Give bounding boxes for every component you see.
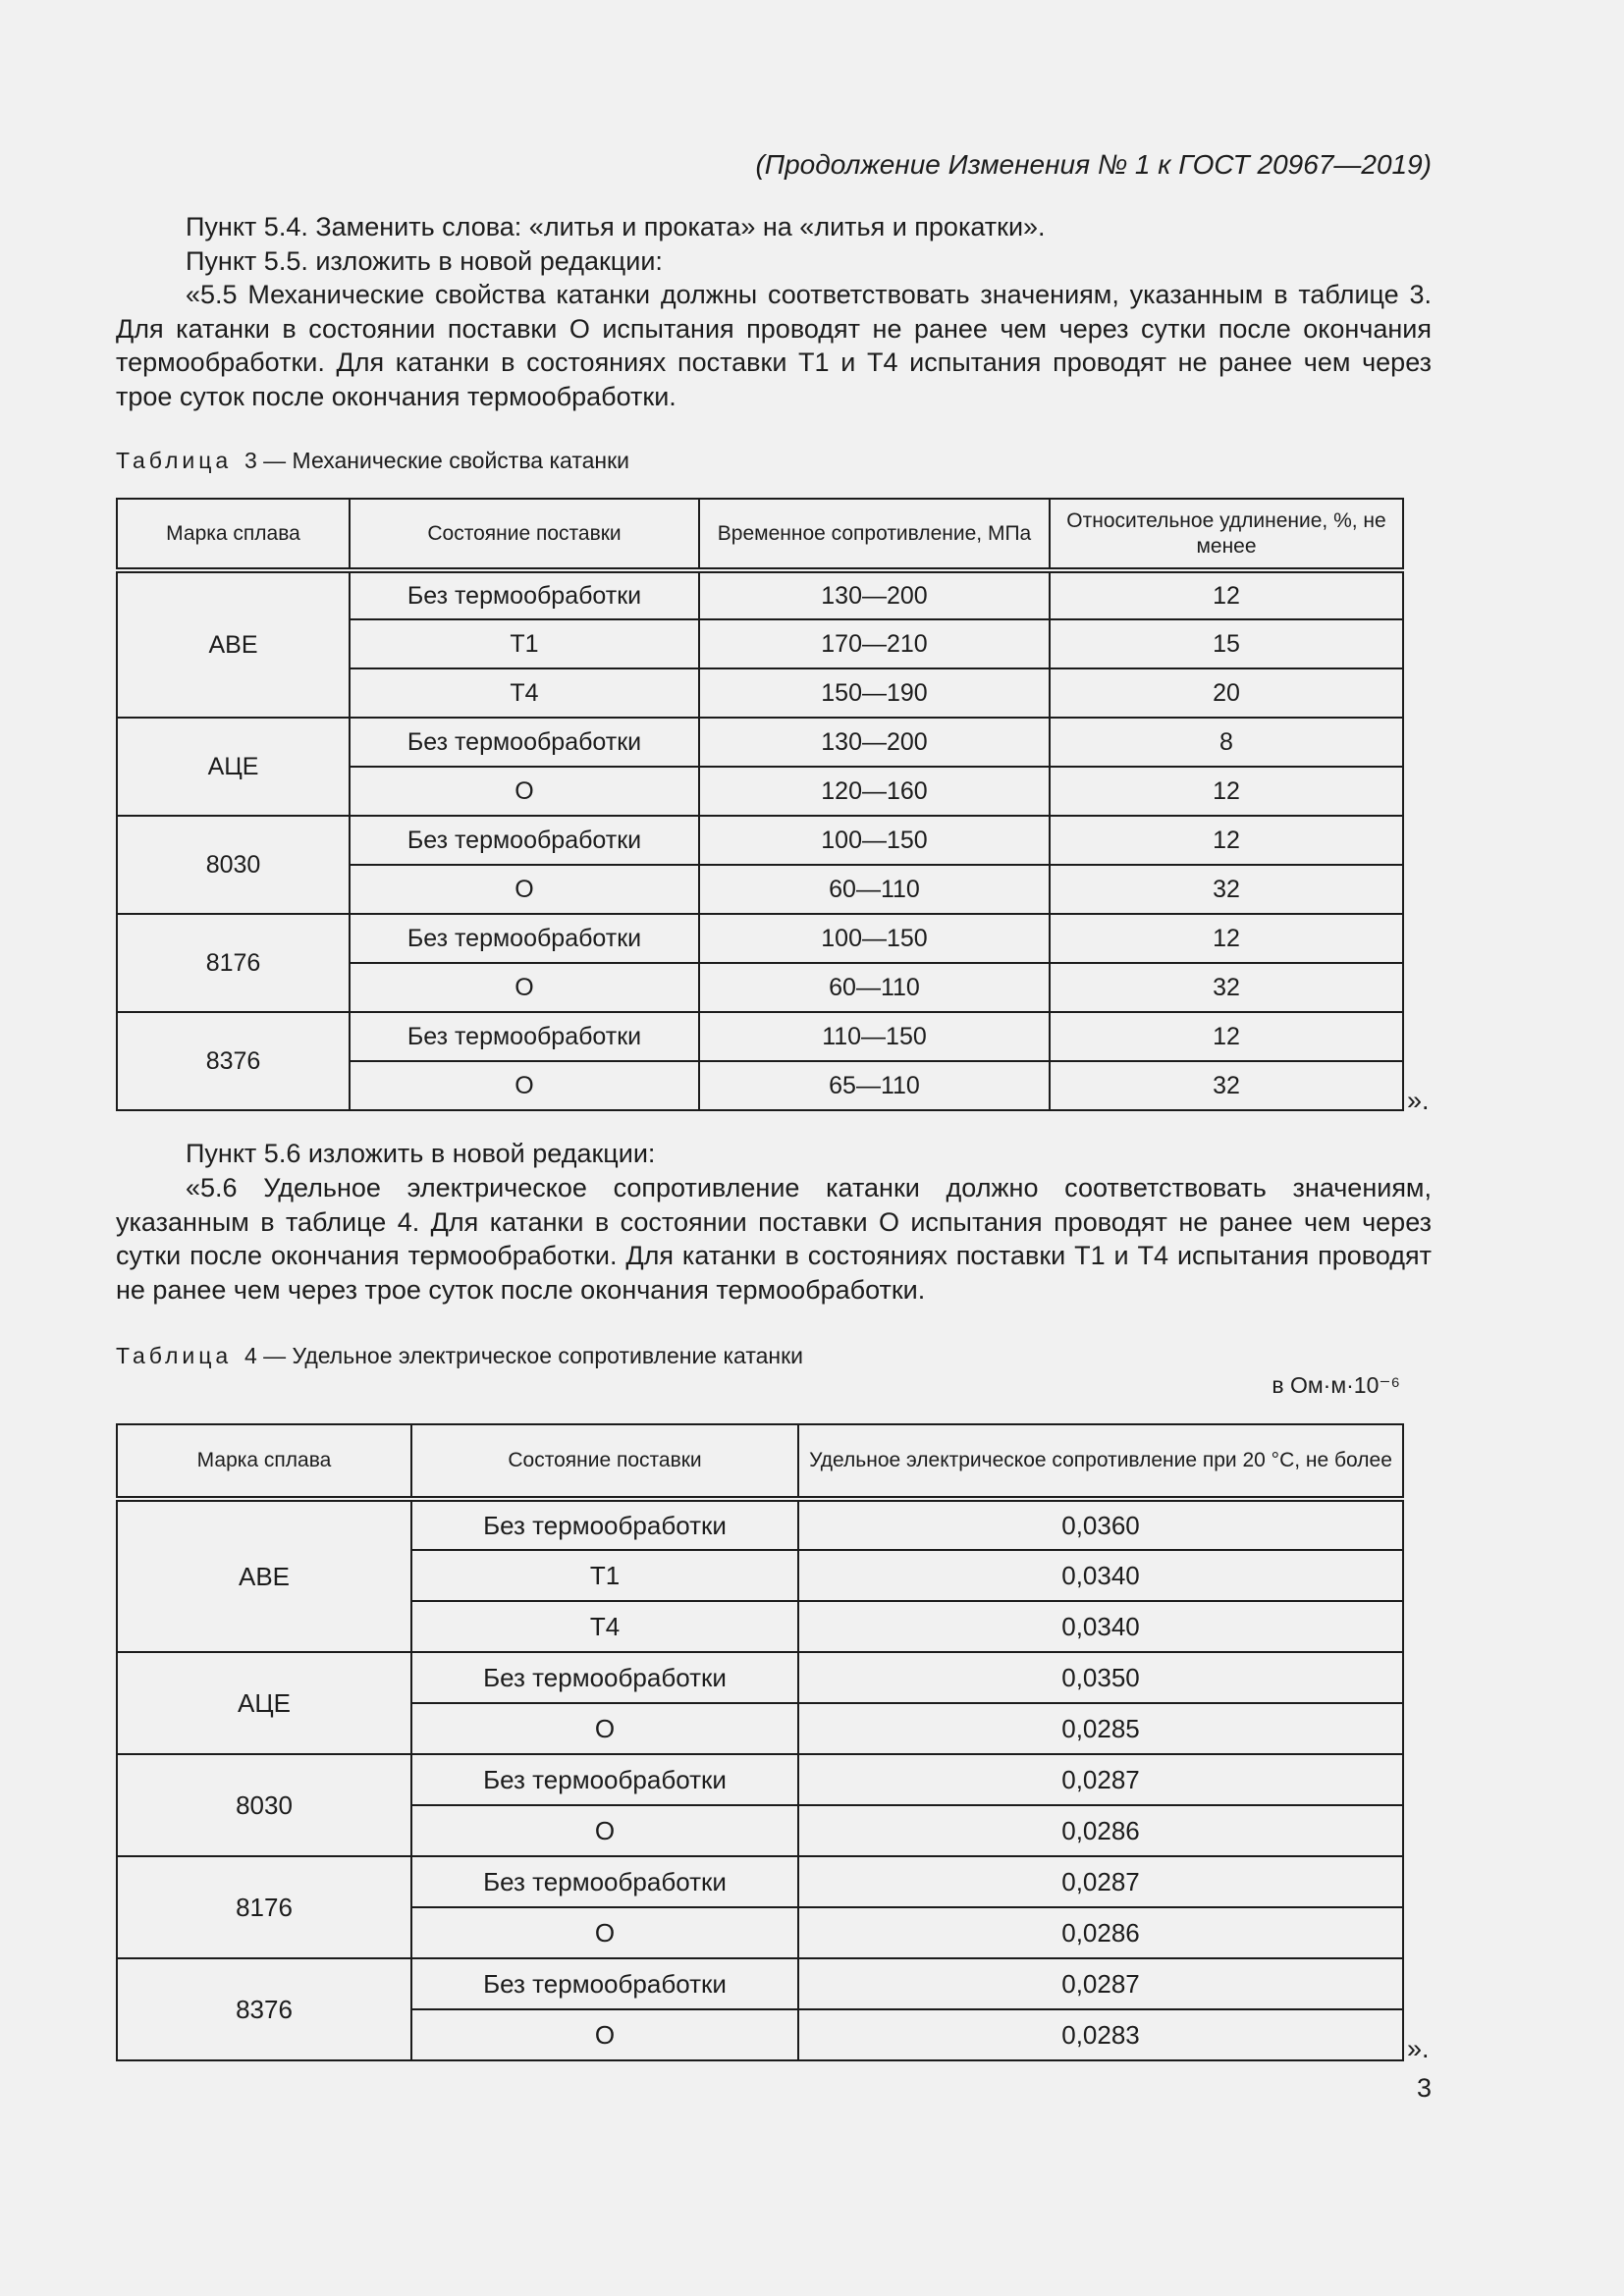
table4-header-state: Состояние поставки <box>411 1424 798 1499</box>
table4-closing-quote: ». <box>1407 2034 1430 2063</box>
state-cell: О <box>350 767 699 816</box>
resistivity-cell: 0,0287 <box>798 1856 1403 1907</box>
state-cell: Без термообработки <box>350 1012 699 1061</box>
elongation-cell: 12 <box>1050 570 1403 619</box>
elongation-cell: 12 <box>1050 816 1403 865</box>
state-cell: О <box>411 1805 798 1856</box>
state-cell: О <box>411 1907 798 1958</box>
paragraph-5-6-intro: Пункт 5.6 изложить в новой редакции: <box>186 1139 656 1168</box>
state-cell: Без термообработки <box>350 914 699 963</box>
elongation-cell: 32 <box>1050 1061 1403 1110</box>
alloy-cell: 8030 <box>117 816 350 914</box>
table-row <box>117 570 1403 619</box>
alloy-cell: АВЕ <box>117 1499 411 1652</box>
state-cell: О <box>350 1061 699 1110</box>
resistivity-cell: 0,0286 <box>798 1805 1403 1856</box>
strength-cell: 130—200 <box>699 718 1050 767</box>
state-cell: Без термообработки <box>411 1652 798 1703</box>
paragraph-5-4: Пункт 5.4. Заменить слова: «литья и проката» на «литья и прокатки». <box>186 212 1046 241</box>
paragraph-5-5-intro: Пункт 5.5. изложить в новой редакции: <box>186 246 663 276</box>
strength-cell: 60—110 <box>699 963 1050 1012</box>
alloy-cell: 8030 <box>117 1754 411 1856</box>
strength-cell: 100—150 <box>699 914 1050 963</box>
resistivity-cell: 0,0340 <box>798 1601 1403 1652</box>
elongation-cell: 32 <box>1050 865 1403 914</box>
table3-caption-word: Таблица <box>116 448 233 473</box>
table-row <box>117 1652 1403 1703</box>
resistivity-cell: 0,0287 <box>798 1754 1403 1805</box>
table4-caption <box>116 1341 803 1370</box>
table-row <box>117 1499 1403 1550</box>
resistivity-cell: 0,0340 <box>798 1550 1403 1601</box>
table-row <box>117 816 1403 865</box>
elongation-cell: 20 <box>1050 668 1403 718</box>
state-cell: Без термообработки <box>350 718 699 767</box>
resistivity-cell: 0,0350 <box>798 1652 1403 1703</box>
state-cell: Без термообработки <box>411 1499 798 1550</box>
strength-cell: 100—150 <box>699 816 1050 865</box>
table3-header-state: Состояние поставки <box>350 499 699 570</box>
page-number: 3 <box>1416 2073 1432 2103</box>
table4-caption-word: Таблица <box>116 1343 233 1368</box>
state-cell: Без термообработки <box>350 570 699 619</box>
strength-cell: 130—200 <box>699 570 1050 619</box>
state-cell: Т4 <box>350 668 699 718</box>
alloy-cell: 8376 <box>117 1958 411 2060</box>
elongation-cell: 12 <box>1050 914 1403 963</box>
state-cell: О <box>411 2009 798 2060</box>
paragraph-5-6-text: «5.6 Удельное электрическое сопротивление катанки должно соответствовать значениям, указанным в таблице 4. Для катанки в состоянии поставки О испытания проводят не ранее чем через сутки после окончания термообработки. Для катанки в состояниях поставки Т1 и Т4 испытания проводят не ранее чем через трое суток после окончания термообработки. <box>116 1173 1432 1305</box>
alloy-cell: 8376 <box>117 1012 350 1110</box>
alloy-cell: АВЕ <box>117 570 350 718</box>
resistivity-cell: 0,0360 <box>798 1499 1403 1550</box>
table4-units: в Ом·м·10⁻⁶ <box>1272 1372 1400 1398</box>
page-header: (Продолжение Изменения № 1 к ГОСТ 20967—2019) <box>755 149 1432 180</box>
table4-header-alloy: Марка сплава <box>117 1424 411 1499</box>
alloy-cell: АЦЕ <box>117 718 350 816</box>
table3-header-alloy: Марка сплава <box>117 499 350 570</box>
table-row <box>117 718 1403 767</box>
state-cell: Т1 <box>411 1550 798 1601</box>
table-row <box>117 1012 1403 1061</box>
table4-electrical-resistivity <box>116 1423 1404 2061</box>
elongation-cell: 12 <box>1050 1012 1403 1061</box>
state-cell: О <box>411 1703 798 1754</box>
elongation-cell: 15 <box>1050 619 1403 668</box>
table3-header-row <box>117 499 1403 570</box>
table3-mechanical-properties <box>116 498 1404 1111</box>
paragraph-5-5-text: «5.5 Механические свойства катанки должны соответствовать значениям, указанным в таблице 3. Для катанки в состоянии поставки О испытания проводят не ранее чем через сутки после окончания термообработки. Для катанки в состояниях поставки Т1 и Т4 испытания проводят не ранее чем через трое суток после окончания термообработки. <box>116 280 1432 411</box>
alloy-cell: 8176 <box>117 1856 411 1958</box>
resistivity-cell: 0,0287 <box>798 1958 1403 2009</box>
strength-cell: 65—110 <box>699 1061 1050 1110</box>
strength-cell: 120—160 <box>699 767 1050 816</box>
strength-cell: 60—110 <box>699 865 1050 914</box>
table4-header-row <box>117 1424 1403 1499</box>
table3-caption-text: 3 — Механические свойства катанки <box>244 448 630 473</box>
table-row <box>117 914 1403 963</box>
state-cell: Без термообработки <box>350 816 699 865</box>
state-cell: Без термообработки <box>411 1958 798 2009</box>
table3-header-elongation: Относительное удлинение, %, не менее <box>1050 499 1403 570</box>
elongation-cell: 8 <box>1050 718 1403 767</box>
table-row <box>117 1856 1403 1907</box>
strength-cell: 170—210 <box>699 619 1050 668</box>
alloy-cell: 8176 <box>117 914 350 1012</box>
resistivity-cell: 0,0283 <box>798 2009 1403 2060</box>
table3-caption <box>116 446 629 475</box>
state-cell: О <box>350 865 699 914</box>
state-cell: Без термообработки <box>411 1856 798 1907</box>
elongation-cell: 32 <box>1050 963 1403 1012</box>
resistivity-cell: 0,0286 <box>798 1907 1403 1958</box>
state-cell: О <box>350 963 699 1012</box>
table4-caption-text: 4 — Удельное электрическое сопротивление катанки <box>244 1343 804 1368</box>
table3-closing-quote: ». <box>1407 1086 1430 1115</box>
table4-header-resistivity: Удельное электрическое сопротивление при 20 °С, не более <box>798 1424 1403 1499</box>
state-cell: Т1 <box>350 619 699 668</box>
state-cell: Т4 <box>411 1601 798 1652</box>
elongation-cell: 12 <box>1050 767 1403 816</box>
strength-cell: 110—150 <box>699 1012 1050 1061</box>
state-cell: Без термообработки <box>411 1754 798 1805</box>
resistivity-cell: 0,0285 <box>798 1703 1403 1754</box>
table-row <box>117 1958 1403 2009</box>
strength-cell: 150—190 <box>699 668 1050 718</box>
table3-header-strength: Временное сопротивление, МПа <box>699 499 1050 570</box>
table-row <box>117 1754 1403 1805</box>
alloy-cell: АЦЕ <box>117 1652 411 1754</box>
